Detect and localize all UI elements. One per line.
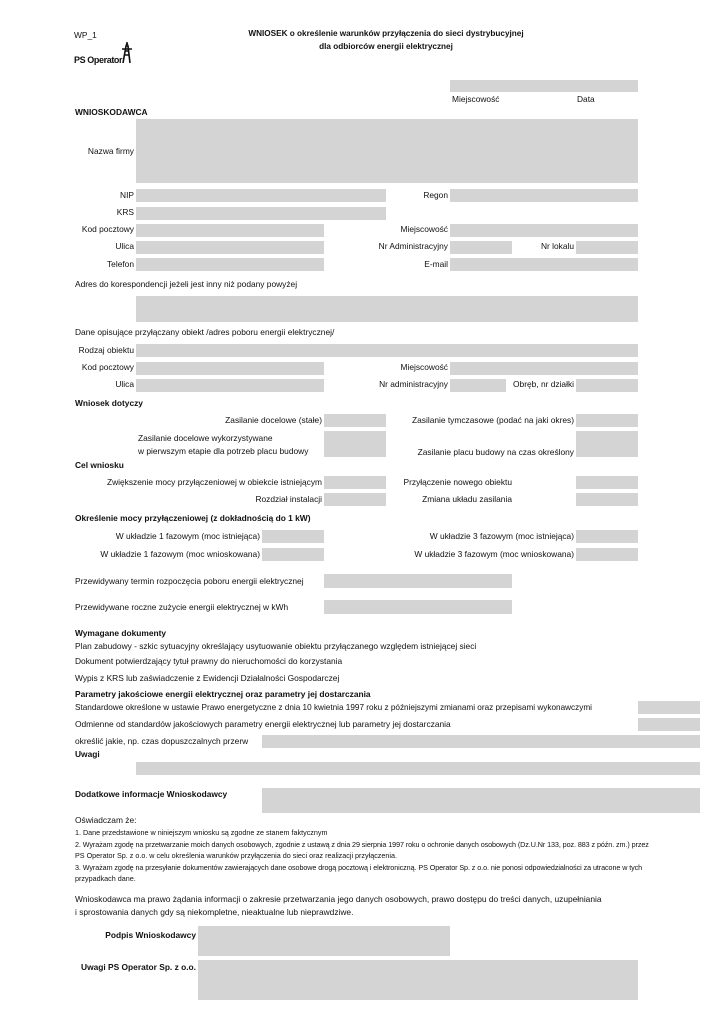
- notes-label: Uwagi: [75, 749, 100, 759]
- city-label: Miejscowość: [400, 224, 448, 234]
- phone-field[interactable]: [136, 258, 324, 271]
- construction-label-line2: w pierwszym etapie dla potrzeb placu budowy: [138, 446, 309, 456]
- single-phase-existing-label: W układzie 1 fazowym (moc istniejąca): [115, 531, 260, 541]
- applicant-signature-field[interactable]: [198, 926, 450, 956]
- object-city-field[interactable]: [450, 362, 638, 375]
- installation-split-field[interactable]: [324, 493, 386, 506]
- new-object-field[interactable]: [576, 476, 638, 489]
- installation-split-label: Rozdział instalacji: [255, 494, 322, 504]
- place-label: Miejscowość: [452, 94, 500, 104]
- date-label: Data: [577, 94, 595, 104]
- regon-label: Regon: [423, 190, 448, 200]
- document-item: Wypis z KRS lub zaświadczenie z Ewidencji Działalności Gospodarczej: [75, 673, 340, 683]
- street-field[interactable]: [136, 241, 324, 254]
- place-date-field[interactable]: [450, 80, 638, 92]
- regon-field[interactable]: [450, 189, 638, 202]
- site-period-field[interactable]: [576, 431, 638, 457]
- quality-different-field[interactable]: [638, 718, 700, 731]
- precinct-label: Obręb, nr działki: [513, 379, 574, 389]
- three-phase-requested-field[interactable]: [576, 548, 638, 561]
- declaration-title: Oświadczam że:: [75, 815, 137, 825]
- form-title-line2: dla odbiorców energii elektrycznej: [319, 42, 453, 51]
- quality-standard-label: Standardowe określone w ustawie Prawo energetyczne z dnia 10 kwietnia 1997 roku z późniejszymi zmianami oraz przepisami wykonawczymi: [75, 703, 592, 712]
- precinct-field[interactable]: [576, 379, 638, 392]
- object-type-field[interactable]: [136, 344, 638, 357]
- notes-field[interactable]: [136, 762, 700, 775]
- pylon-icon: [120, 42, 134, 64]
- unit-number-field[interactable]: [576, 241, 638, 254]
- krs-label: KRS: [116, 207, 134, 217]
- object-type-label: Rodzaj obiektu: [78, 345, 134, 355]
- form-title-line1: WNIOSEK o określenie warunków przyłączenia do sieci dystrybucyjnej: [248, 29, 524, 38]
- nip-label: NIP: [120, 190, 134, 200]
- single-phase-requested-label: W układzie 1 fazowym (moc wnioskowana): [100, 549, 260, 559]
- single-phase-existing-field[interactable]: [262, 530, 324, 543]
- form-code: WP_1: [74, 30, 97, 40]
- three-phase-existing-field[interactable]: [576, 530, 638, 543]
- quality-title: Parametry jakościowe energii elektrycznej oraz parametry jej dostarczania: [75, 689, 371, 699]
- site-period-label: Zasilanie placu budowy na czas określony: [417, 447, 574, 457]
- documents-title: Wymagane dokumenty: [75, 628, 167, 638]
- system-change-field[interactable]: [576, 493, 638, 506]
- request-title: Wniosek dotyczy: [75, 398, 143, 408]
- construction-supply-field[interactable]: [324, 431, 386, 457]
- declaration-item: 3. Wyrażam zgodę na przesyłanie dokumentów zawierających dane osobowe drogą pocztową i elektroniczną. PS Operator Sp. z o.o. nie ponosi odpowiedzialności za utracone w tych: [75, 863, 643, 872]
- company-name-label: Nazwa firmy: [87, 146, 134, 156]
- temporary-supply-label: Zasilanie tymczasowe (podać na jaki okres): [412, 415, 574, 425]
- city-field[interactable]: [450, 224, 638, 237]
- document-item: Plan zabudowy - szkic sytuacyjny określający usytuowanie obiektu przyłączanego względem istniejącej sieci: [75, 641, 477, 651]
- unit-number-label: Nr lokalu: [540, 241, 574, 251]
- correspondence-address-label: Adres do korespondencji jeżeli jest inny niż podany powyżej: [75, 279, 298, 289]
- declaration-item: 1. Dane przedstawione w niniejszym wniosku są zgodne ze stanem faktycznym: [75, 828, 328, 837]
- document-item: Dokument potwierdzający tytuł prawny do nieruchomości do korzystania: [75, 656, 343, 666]
- rights-line2: i sprostowania danych gdy są niekompletne, nieaktualne lub nieprawdziwe.: [75, 907, 354, 917]
- phone-label: Telefon: [106, 259, 134, 269]
- power-title: Określenie mocy przyłączeniowej (z dokładnością do 1 kW): [75, 513, 311, 523]
- object-postal-field[interactable]: [136, 362, 324, 375]
- applicant-signature-label: Podpis Wnioskodawcy: [105, 930, 196, 940]
- company-name-field[interactable]: [136, 119, 638, 183]
- object-admin-number-label: Nr administracyjny: [379, 379, 448, 389]
- power-increase-field[interactable]: [324, 476, 386, 489]
- rights-line1: Wnioskodawca ma prawo żądania informacji o zakresie przetwarzania jego danych osobowych, prawo dostępu do treści danych, uzupełniania: [75, 894, 602, 904]
- applicant-section-title: WNIOSKODAWCA: [75, 107, 148, 117]
- annual-usage-label: Przewidywane roczne zużycie energii elektrycznej w kWh: [75, 602, 289, 612]
- declaration-item: PS Operator Sp. z o.o. w celu określenia warunków przyłączenia do sieci oraz realizacji przyłączenia.: [75, 851, 397, 860]
- system-change-label: Zmiana układu zasilania: [422, 494, 512, 504]
- object-street-field[interactable]: [136, 379, 324, 392]
- construction-label-line1: Zasilanie docelowe wykorzystywane: [138, 433, 273, 443]
- start-date-label: Przewidywany termin rozpoczęcia poboru energii elektrycznej: [75, 576, 304, 586]
- street-label: Ulica: [115, 241, 134, 251]
- quality-different-label: Odmienne od standardów jakościowych parametry energii elektrycznej lub parametry jej dostarczania: [75, 719, 451, 729]
- postal-code-label: Kod pocztowy: [81, 224, 134, 234]
- postal-code-field[interactable]: [136, 224, 324, 237]
- single-phase-requested-field[interactable]: [262, 548, 324, 561]
- email-field[interactable]: [450, 258, 638, 271]
- power-increase-label: Zwiększenie mocy przyłączeniowej w obiekcie istniejącym: [106, 477, 322, 487]
- goal-title: Cel wniosku: [75, 460, 124, 470]
- permanent-supply-label: Zasilanie docelowe (stałe): [225, 415, 322, 425]
- ps-operator-logo: [74, 50, 122, 68]
- quality-standard-field[interactable]: [638, 701, 700, 714]
- quality-specify-label: określić jakie, np. czas dopuszczalnych przerw: [75, 736, 249, 746]
- additional-info-field[interactable]: [262, 788, 700, 813]
- declaration-item: 2. Wyrażam zgodę na przetwarzanie moich danych osobowych, zgodnie z ustawą z dnia 29 sierpnia 1997 roku o ochronie danych osobowych (Dz.U.Nr 133, poz. 883 z późn. zm.) przez: [75, 840, 649, 849]
- three-phase-requested-label: W układzie 3 fazowym (moc wnioskowana): [414, 549, 574, 559]
- three-phase-existing-label: W układzie 3 fazowym (moc istniejąca): [429, 531, 574, 541]
- object-postal-label: Kod pocztowy: [81, 362, 134, 372]
- annual-usage-field[interactable]: [324, 600, 512, 614]
- object-intro: Dane opisujące przyłączany obiekt /adres poboru energii elektrycznej/: [75, 327, 335, 337]
- object-street-label: Ulica: [115, 379, 134, 389]
- permanent-supply-field[interactable]: [324, 414, 386, 427]
- operator-notes-field[interactable]: [198, 960, 638, 1000]
- logo-text: PS Operator: [74, 55, 123, 65]
- admin-number-field[interactable]: [450, 241, 512, 254]
- additional-info-label: Dodatkowe informacje Wnioskodawcy: [75, 789, 228, 799]
- krs-field[interactable]: [136, 207, 386, 220]
- start-date-field[interactable]: [324, 574, 512, 588]
- quality-specify-field[interactable]: [262, 735, 700, 748]
- email-label: E-mail: [424, 259, 448, 269]
- declaration-item: przypadkach dane.: [75, 874, 136, 883]
- object-city-label: Miejscowość: [400, 362, 448, 372]
- temporary-supply-field[interactable]: [576, 414, 638, 427]
- operator-notes-label: Uwagi PS Operator Sp. z o.o.: [81, 962, 196, 972]
- correspondence-address-field[interactable]: [136, 296, 638, 322]
- admin-number-label: Nr Administracyjny: [378, 241, 448, 251]
- new-object-label: Przyłączenie nowego obiektu: [403, 477, 512, 487]
